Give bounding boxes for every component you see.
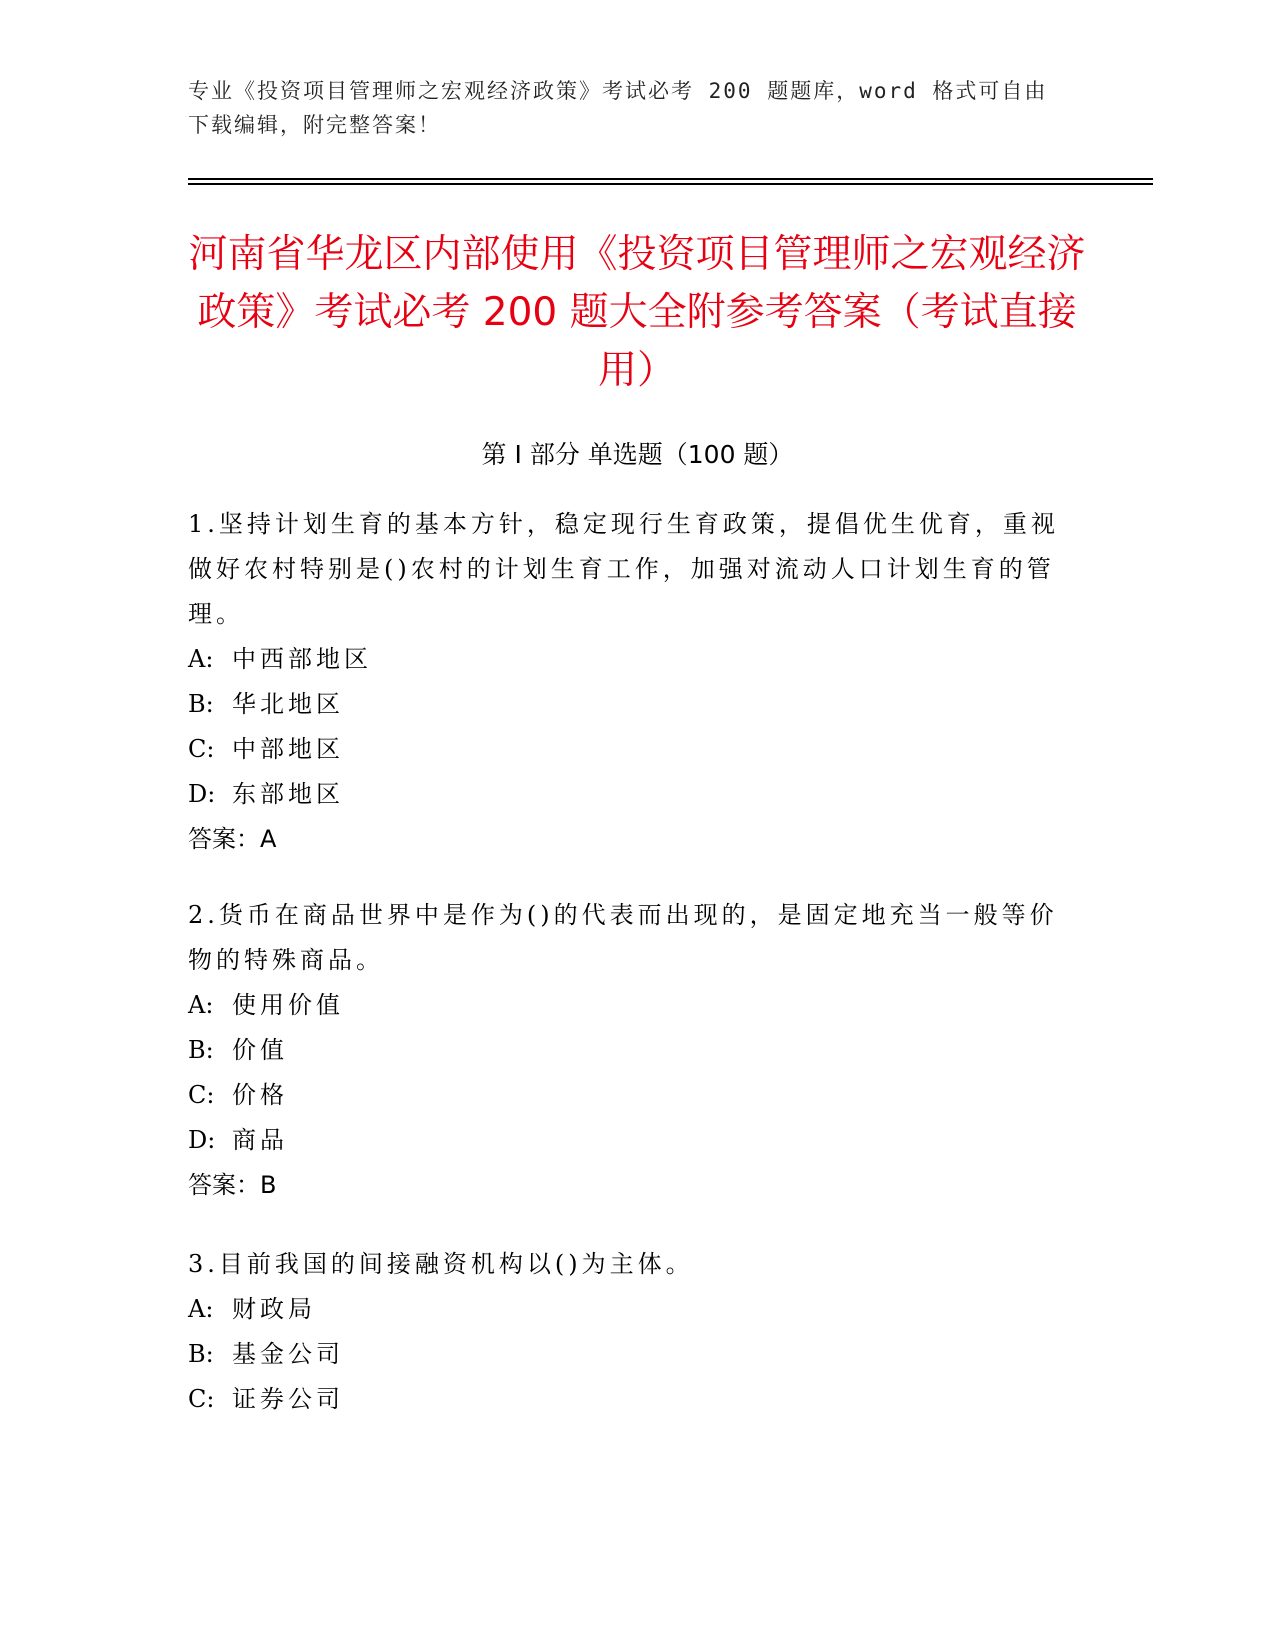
option-label: C: [188, 735, 215, 763]
option-d [188, 1118, 1068, 1163]
option-b [188, 1028, 1068, 1073]
option-c [188, 1377, 1068, 1422]
option-text: 价值 [232, 1036, 288, 1064]
option-label: D: [188, 1126, 216, 1154]
option-label: B: [188, 1036, 214, 1064]
question-text: 2.货币在商品世界中是作为()的代表而出现的，是固定地充当一般等价物的特殊商品。 [188, 901, 1058, 974]
option-a [188, 1287, 1068, 1332]
option-text: 证券公司 [232, 1385, 344, 1413]
option-text: 基金公司 [232, 1340, 344, 1368]
section-heading: 第 I 部分 单选题（100 题） [481, 440, 794, 469]
option-d [188, 772, 1068, 817]
option-text: 华北地区 [232, 690, 344, 718]
question-text: 3.目前我国的间接融资机构以()为主体。 [188, 1250, 694, 1278]
option-label: B: [188, 690, 214, 718]
option-text: 财政局 [232, 1295, 316, 1323]
option-label: A: [188, 645, 214, 673]
option-text: 使用价值 [232, 991, 344, 1019]
option-text: 商品 [232, 1126, 288, 1154]
option-c [188, 1073, 1068, 1118]
option-label: D: [188, 780, 216, 808]
option-text: 价格 [232, 1081, 288, 1109]
option-c [188, 727, 1068, 772]
option-label: A: [188, 1295, 214, 1323]
option-label: A: [188, 991, 214, 1019]
option-label: C: [188, 1081, 215, 1109]
option-a [188, 637, 1068, 682]
question-3 [188, 1242, 1068, 1422]
document-intro: 专业《投资项目管理师之宏观经济政策》考试必考 200 题题库，word 格式可自由下载编辑，附完整答案！ [188, 79, 1048, 137]
option-b [188, 1332, 1068, 1377]
option-b [188, 682, 1068, 727]
option-text: 中西部地区 [232, 645, 372, 673]
document-title: 河南省华龙区内部使用《投资项目管理师之宏观经济政策》考试必考 200 题大全附参考答案（考试直接用） [188, 232, 1086, 393]
option-text: 中部地区 [232, 735, 344, 763]
answer: 答案：A [188, 825, 277, 853]
option-text: 东部地区 [232, 780, 344, 808]
answer: 答案：B [188, 1171, 277, 1199]
question-1 [188, 502, 1068, 862]
question-2 [188, 893, 1068, 1208]
option-label: B: [188, 1340, 214, 1368]
option-a [188, 983, 1068, 1028]
header-divider-top [188, 178, 1153, 180]
header-divider-bottom [188, 183, 1153, 185]
question-text: 1.坚持计划生育的基本方针，稳定现行生育政策，提倡优生优育，重视做好农村特别是()农村的计划生育工作，加强对流动人口计划生育的管理。 [188, 510, 1059, 628]
option-label: C: [188, 1385, 215, 1413]
